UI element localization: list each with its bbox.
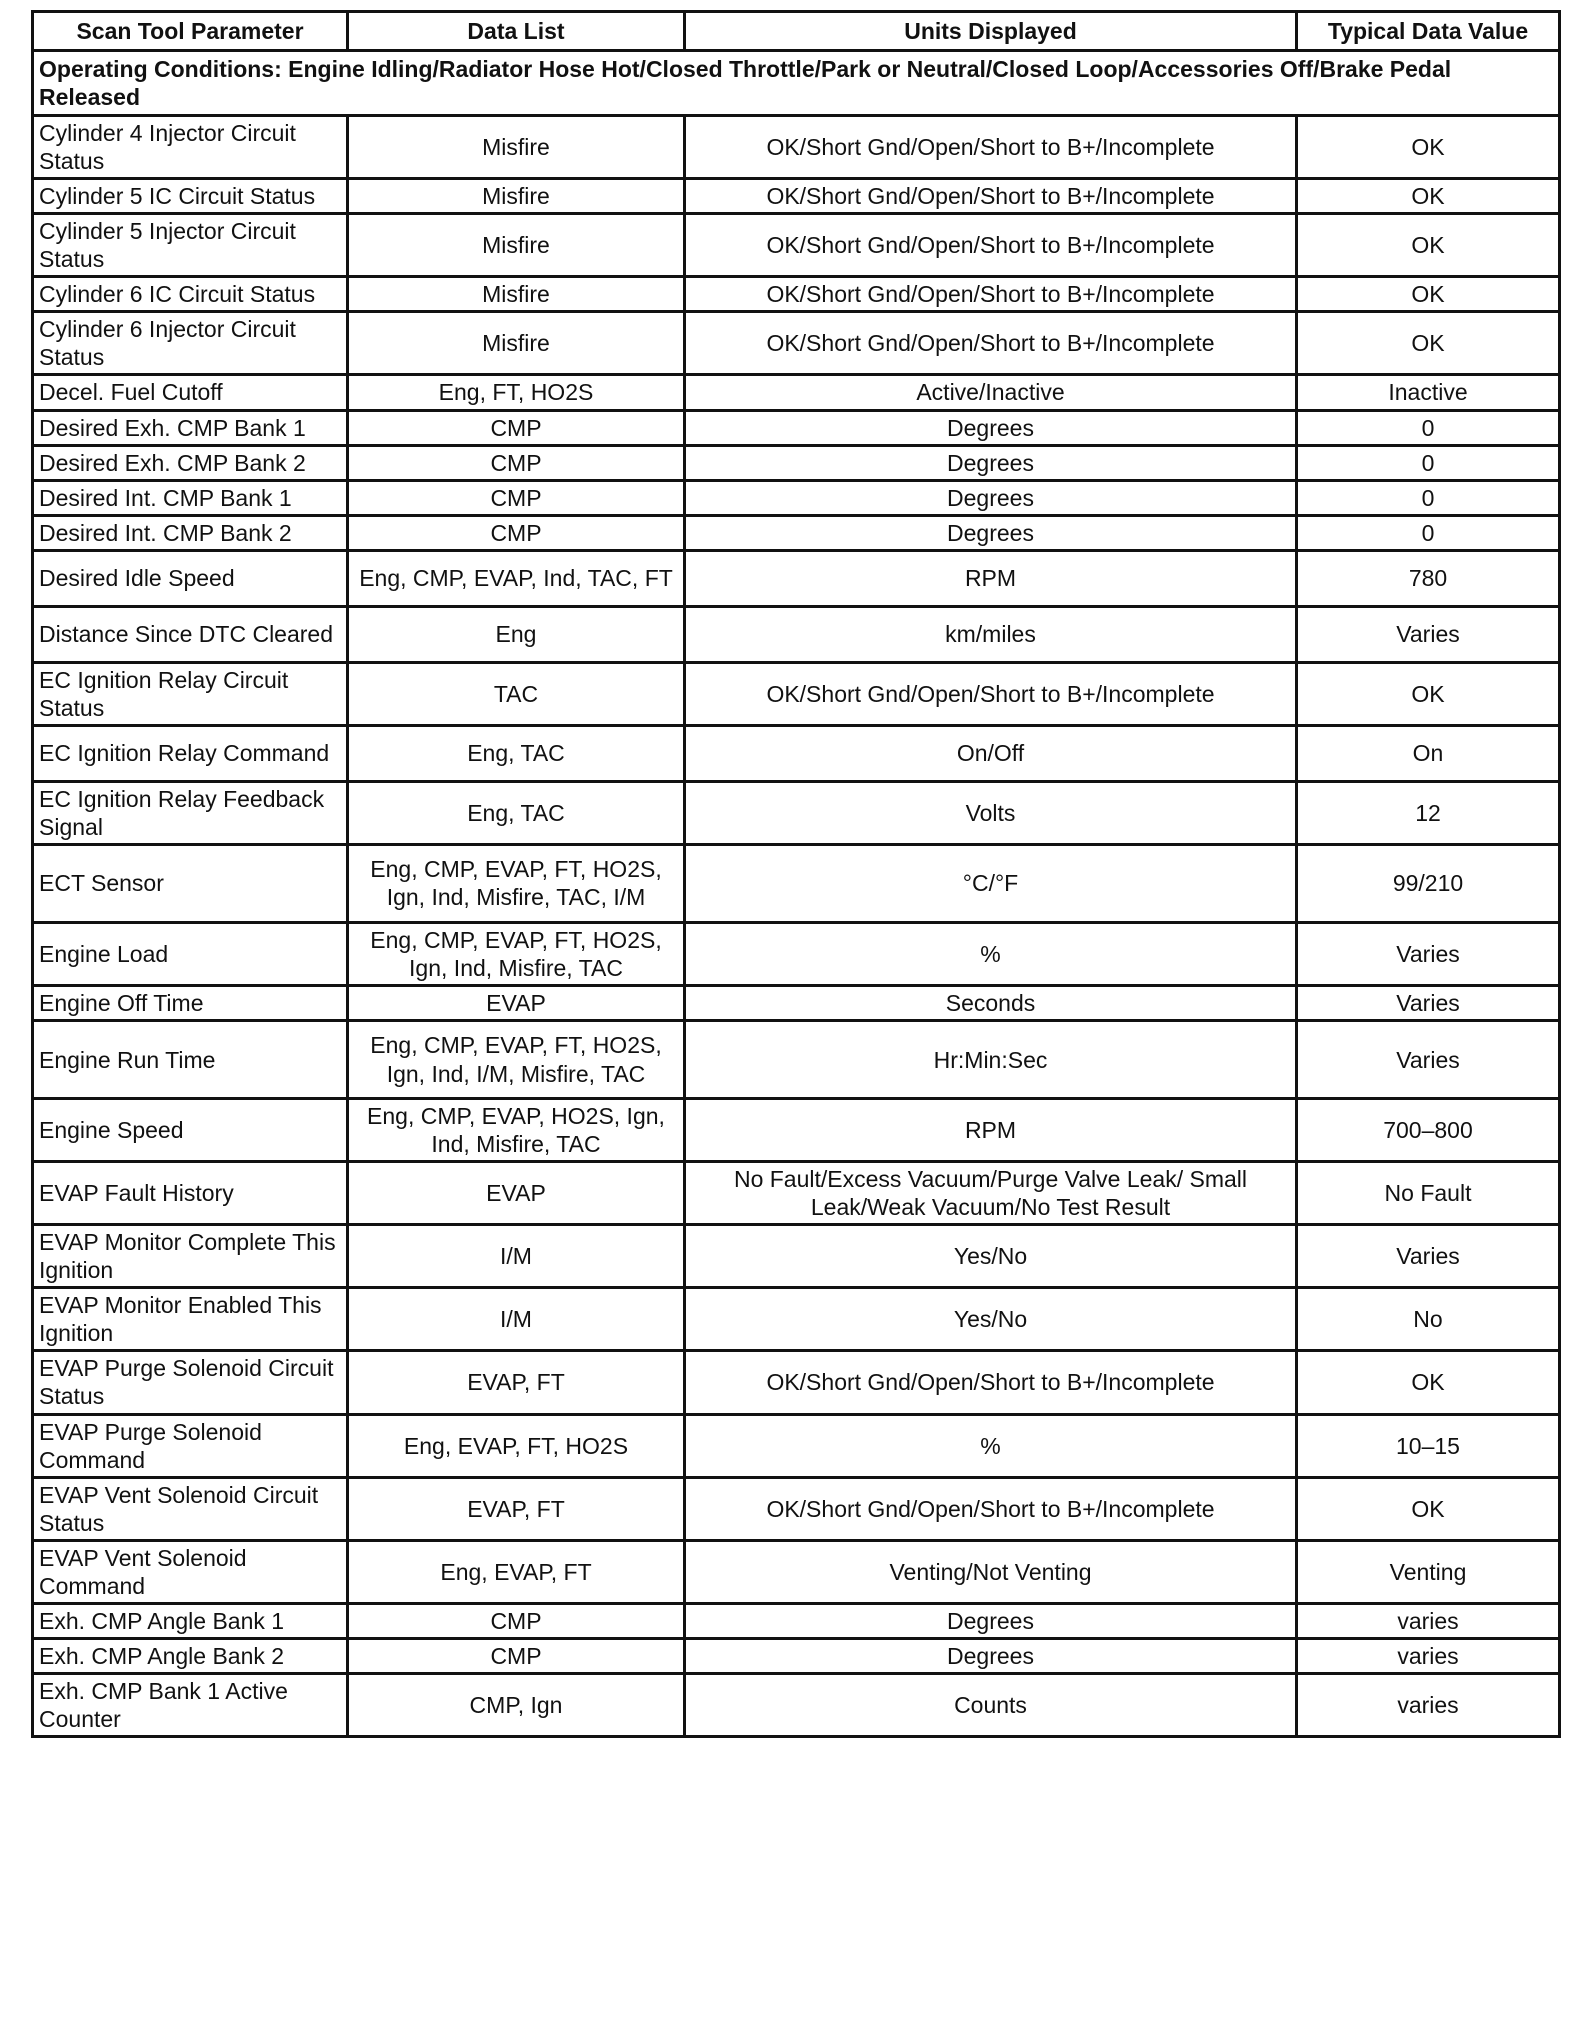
operating-conditions: Operating Conditions: Engine Idling/Radiator Hose Hot/Closed Throttle/Park or Neutral/Closed Loop/Accessories Off/Brake Pedal Released — [33, 51, 1560, 116]
cell-parameter: Exh. CMP Angle Bank 2 — [33, 1638, 348, 1673]
cell-typical-value: OK — [1297, 662, 1560, 725]
cell-units: OK/Short Gnd/Open/Short to B+/Incomplete — [685, 277, 1297, 312]
table-row — [33, 985, 1560, 1020]
cell-data-list: Eng, TAC — [348, 725, 685, 781]
cell-parameter: Distance Since DTC Cleared — [33, 606, 348, 662]
cell-units: km/miles — [685, 606, 1297, 662]
cell-data-list: EVAP, FT — [348, 1477, 685, 1540]
table-row — [33, 1414, 1560, 1477]
cell-parameter: Desired Int. CMP Bank 1 — [33, 480, 348, 515]
cell-units: Volts — [685, 781, 1297, 844]
cell-parameter: ECT Sensor — [33, 844, 348, 922]
cell-data-list: CMP, Ign — [348, 1673, 685, 1736]
cell-data-list: Eng, CMP, EVAP, Ind, TAC, FT — [348, 550, 685, 606]
cell-units: Hr:Min:Sec — [685, 1021, 1297, 1099]
table-row — [33, 515, 1560, 550]
cell-parameter: EVAP Fault History — [33, 1162, 348, 1225]
cell-typical-value: No Fault — [1297, 1162, 1560, 1225]
cell-units: % — [685, 1414, 1297, 1477]
scan-tool-data-sheet — [31, 10, 1558, 1738]
cell-units: Degrees — [685, 515, 1297, 550]
table-row — [33, 1477, 1560, 1540]
cell-data-list: Eng, EVAP, FT, HO2S — [348, 1414, 685, 1477]
cell-data-list: Eng — [348, 606, 685, 662]
cell-typical-value: OK — [1297, 1477, 1560, 1540]
cell-data-list: EVAP — [348, 1162, 685, 1225]
cell-parameter: Decel. Fuel Cutoff — [33, 375, 348, 410]
cell-parameter: Exh. CMP Bank 1 Active Counter — [33, 1673, 348, 1736]
cell-data-list: CMP — [348, 410, 685, 445]
cell-typical-value: 700–800 — [1297, 1099, 1560, 1162]
cell-parameter: Cylinder 5 Injector Circuit Status — [33, 214, 348, 277]
cell-units: Degrees — [685, 445, 1297, 480]
cell-typical-value: On — [1297, 725, 1560, 781]
cell-units: Counts — [685, 1673, 1297, 1736]
cell-data-list: Misfire — [348, 214, 685, 277]
cell-parameter: EVAP Purge Solenoid Command — [33, 1414, 348, 1477]
cell-data-list: EVAP — [348, 985, 685, 1020]
cell-parameter: EC Ignition Relay Command — [33, 725, 348, 781]
table-row — [33, 922, 1560, 985]
cell-typical-value: Varies — [1297, 1225, 1560, 1288]
cell-units: OK/Short Gnd/Open/Short to B+/Incomplete — [685, 214, 1297, 277]
table-row — [33, 1673, 1560, 1736]
table-row — [33, 606, 1560, 662]
cell-typical-value: OK — [1297, 1351, 1560, 1414]
cell-typical-value: Varies — [1297, 985, 1560, 1020]
cell-data-list: Eng, CMP, EVAP, FT, HO2S, Ign, Ind, Misfire, TAC, I/M — [348, 844, 685, 922]
table-row — [33, 1162, 1560, 1225]
table-row — [33, 1540, 1560, 1603]
column-header-typical-value: Typical Data Value — [1297, 12, 1560, 51]
cell-units: On/Off — [685, 725, 1297, 781]
cell-typical-value: 0 — [1297, 515, 1560, 550]
cell-parameter: EVAP Monitor Enabled This Ignition — [33, 1288, 348, 1351]
table-row — [33, 445, 1560, 480]
cell-units: RPM — [685, 550, 1297, 606]
cell-typical-value: varies — [1297, 1603, 1560, 1638]
table-row — [33, 1603, 1560, 1638]
cell-typical-value: 780 — [1297, 550, 1560, 606]
table-row — [33, 312, 1560, 375]
cell-units: Seconds — [685, 985, 1297, 1020]
table-row — [33, 410, 1560, 445]
table-row — [33, 116, 1560, 179]
cell-data-list: EVAP, FT — [348, 1351, 685, 1414]
cell-units: No Fault/Excess Vacuum/Purge Valve Leak/ Small Leak/Weak Vacuum/No Test Result — [685, 1162, 1297, 1225]
cell-units: °C/°F — [685, 844, 1297, 922]
header-row — [33, 12, 1560, 51]
cell-typical-value: OK — [1297, 214, 1560, 277]
cell-typical-value: Venting — [1297, 1540, 1560, 1603]
cell-units: OK/Short Gnd/Open/Short to B+/Incomplete — [685, 116, 1297, 179]
table-row — [33, 277, 1560, 312]
cell-typical-value: 0 — [1297, 445, 1560, 480]
cell-units: % — [685, 922, 1297, 985]
table-row — [33, 1638, 1560, 1673]
cell-typical-value: 10–15 — [1297, 1414, 1560, 1477]
cell-typical-value: varies — [1297, 1673, 1560, 1736]
cell-typical-value: OK — [1297, 312, 1560, 375]
cell-units: Yes/No — [685, 1288, 1297, 1351]
cell-data-list: Eng, EVAP, FT — [348, 1540, 685, 1603]
cell-data-list: Misfire — [348, 277, 685, 312]
cell-parameter: Exh. CMP Angle Bank 1 — [33, 1603, 348, 1638]
cell-data-list: CMP — [348, 1638, 685, 1673]
table-row — [33, 781, 1560, 844]
cell-typical-value: Varies — [1297, 1021, 1560, 1099]
cell-parameter: Cylinder 6 IC Circuit Status — [33, 277, 348, 312]
cell-parameter: Engine Speed — [33, 1099, 348, 1162]
table-row — [33, 214, 1560, 277]
cell-units: Yes/No — [685, 1225, 1297, 1288]
cell-data-list: Eng, CMP, EVAP, FT, HO2S, Ign, Ind, I/M, Misfire, TAC — [348, 1021, 685, 1099]
cell-typical-value: 0 — [1297, 410, 1560, 445]
cell-units: RPM — [685, 1099, 1297, 1162]
cell-parameter: EVAP Vent Solenoid Command — [33, 1540, 348, 1603]
cell-data-list: I/M — [348, 1288, 685, 1351]
cell-typical-value: OK — [1297, 179, 1560, 214]
cell-parameter: Cylinder 5 IC Circuit Status — [33, 179, 348, 214]
cell-data-list: Misfire — [348, 179, 685, 214]
cell-units: OK/Short Gnd/Open/Short to B+/Incomplete — [685, 662, 1297, 725]
cell-data-list: TAC — [348, 662, 685, 725]
cell-units: Degrees — [685, 410, 1297, 445]
table-row — [33, 1021, 1560, 1099]
cell-units: Degrees — [685, 480, 1297, 515]
cell-parameter: Desired Exh. CMP Bank 2 — [33, 445, 348, 480]
cell-parameter: EVAP Purge Solenoid Circuit Status — [33, 1351, 348, 1414]
column-header-units: Units Displayed — [685, 12, 1297, 51]
cell-typical-value: OK — [1297, 277, 1560, 312]
cell-parameter: Cylinder 6 Injector Circuit Status — [33, 312, 348, 375]
cell-parameter: Engine Run Time — [33, 1021, 348, 1099]
cell-units: Degrees — [685, 1638, 1297, 1673]
cell-typical-value: Varies — [1297, 606, 1560, 662]
cell-typical-value: 99/210 — [1297, 844, 1560, 922]
cell-data-list: CMP — [348, 480, 685, 515]
cell-data-list: Eng, TAC — [348, 781, 685, 844]
cell-data-list: CMP — [348, 515, 685, 550]
cell-parameter: EVAP Monitor Complete This Ignition — [33, 1225, 348, 1288]
table-row — [33, 844, 1560, 922]
operating-conditions-row — [33, 51, 1560, 116]
cell-typical-value: varies — [1297, 1638, 1560, 1673]
cell-data-list: Eng, FT, HO2S — [348, 375, 685, 410]
table-row — [33, 1288, 1560, 1351]
cell-typical-value: OK — [1297, 116, 1560, 179]
table-row — [33, 179, 1560, 214]
cell-parameter: Cylinder 4 Injector Circuit Status — [33, 116, 348, 179]
cell-units: OK/Short Gnd/Open/Short to B+/Incomplete — [685, 1351, 1297, 1414]
cell-parameter: Engine Load — [33, 922, 348, 985]
cell-data-list: Misfire — [348, 116, 685, 179]
cell-parameter: EC Ignition Relay Circuit Status — [33, 662, 348, 725]
table-row — [33, 480, 1560, 515]
cell-typical-value: Varies — [1297, 922, 1560, 985]
cell-data-list: Misfire — [348, 312, 685, 375]
cell-parameter: Desired Int. CMP Bank 2 — [33, 515, 348, 550]
column-header-parameter: Scan Tool Parameter — [33, 12, 348, 51]
cell-data-list: Eng, CMP, EVAP, FT, HO2S, Ign, Ind, Misfire, TAC — [348, 922, 685, 985]
table-row — [33, 662, 1560, 725]
cell-typical-value: 12 — [1297, 781, 1560, 844]
cell-typical-value: No — [1297, 1288, 1560, 1351]
cell-units: Venting/Not Venting — [685, 1540, 1297, 1603]
cell-parameter: Desired Exh. CMP Bank 1 — [33, 410, 348, 445]
table-row — [33, 1225, 1560, 1288]
cell-parameter: EVAP Vent Solenoid Circuit Status — [33, 1477, 348, 1540]
cell-data-list: CMP — [348, 1603, 685, 1638]
column-header-data-list: Data List — [348, 12, 685, 51]
cell-parameter: Desired Idle Speed — [33, 550, 348, 606]
cell-parameter: Engine Off Time — [33, 985, 348, 1020]
cell-data-list: I/M — [348, 1225, 685, 1288]
cell-typical-value: 0 — [1297, 480, 1560, 515]
cell-units: OK/Short Gnd/Open/Short to B+/Incomplete — [685, 1477, 1297, 1540]
table-row — [33, 550, 1560, 606]
cell-typical-value: Inactive — [1297, 375, 1560, 410]
cell-parameter: EC Ignition Relay Feedback Signal — [33, 781, 348, 844]
cell-units: Active/Inactive — [685, 375, 1297, 410]
table-row — [33, 725, 1560, 781]
table-row — [33, 375, 1560, 410]
cell-units: OK/Short Gnd/Open/Short to B+/Incomplete — [685, 312, 1297, 375]
table-row — [33, 1351, 1560, 1414]
cell-data-list: CMP — [348, 445, 685, 480]
scan-tool-data-table — [31, 10, 1561, 1738]
cell-data-list: Eng, CMP, EVAP, HO2S, Ign, Ind, Misfire, TAC — [348, 1099, 685, 1162]
cell-units: Degrees — [685, 1603, 1297, 1638]
cell-units: OK/Short Gnd/Open/Short to B+/Incomplete — [685, 179, 1297, 214]
table-row — [33, 1099, 1560, 1162]
